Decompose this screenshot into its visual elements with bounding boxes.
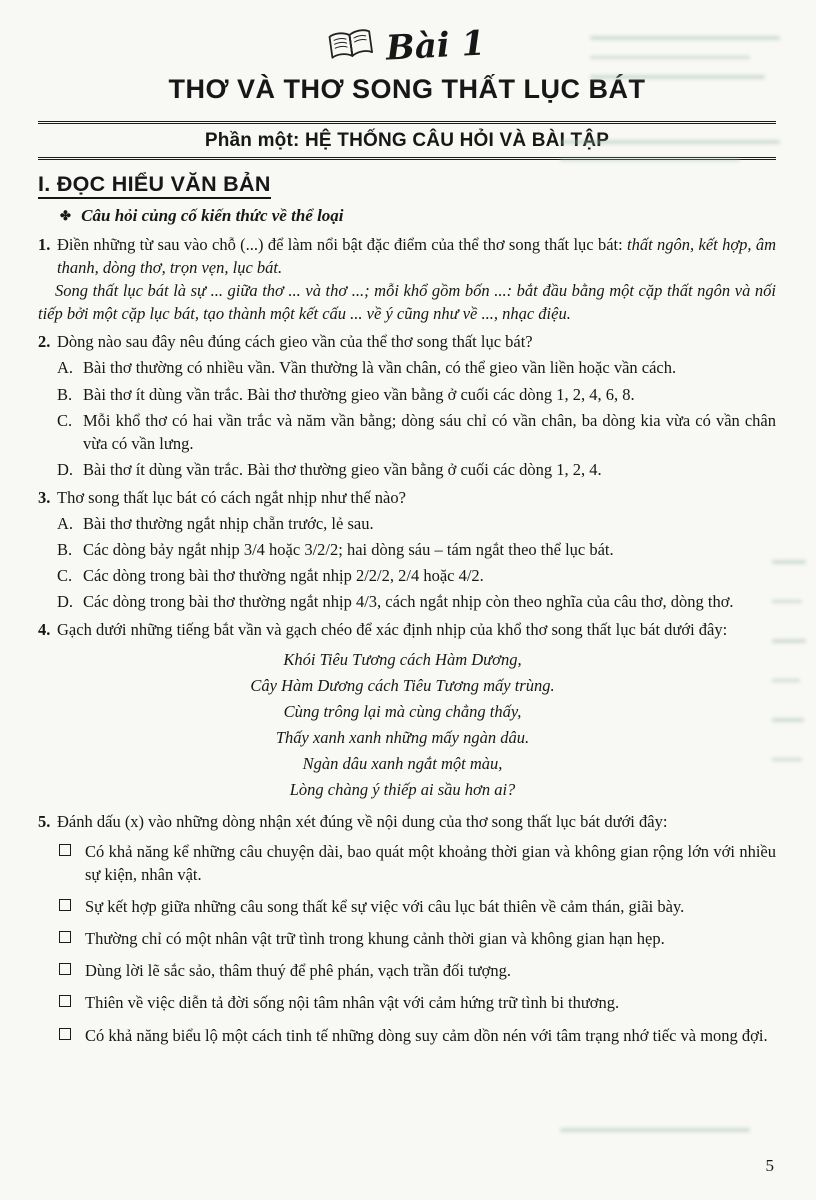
question-number: 2. — [38, 332, 51, 352]
checkbox-item — [57, 840, 776, 886]
poem-line: Cùng trông lại mà cùng chẳng thấy, — [283, 701, 522, 721]
question-1 — [38, 233, 776, 325]
checkbox-icon — [59, 931, 71, 943]
open-book-icon — [328, 29, 374, 63]
checkbox-item — [57, 959, 776, 982]
checkbox-label: Có khả năng biểu lộ một cách tinh tế những dòng suy cảm dồn nén với tâm trạng nhớ tiếc và mong đợi. — [85, 1025, 768, 1045]
option-text: Các dòng bảy ngắt nhịp 3/4 hoặc 3/2/2; hai dòng sáu – tám ngắt theo thể lục bát. — [83, 540, 614, 560]
checkbox-item — [57, 895, 776, 918]
question-stem: Thơ song thất lục bát có cách ngắt nhịp như thế nào? — [57, 487, 406, 507]
lesson-label: Bài 1 — [385, 23, 487, 69]
poem-line: Lòng chàng ý thiếp ai sầu hơn ai? — [289, 779, 516, 799]
checkbox-label: Thiên về việc diễn tả đời sống nội tâm nhân vật với cảm hứng trữ tình bi thương. — [85, 993, 620, 1013]
checkbox-item — [57, 1024, 776, 1047]
checkbox-label: Thường chỉ có một nhân vật trữ tình trong khung cảnh thời gian và không gian hạn hẹp. — [85, 929, 665, 949]
question-stem-text: Điền những từ sau vào chỗ (...) để làm nổi bật đặc điểm của thể thơ song thất lục bát: — [57, 235, 628, 254]
option-letter: A. — [57, 514, 74, 534]
question-number: 3. — [38, 487, 51, 507]
option-text: Bài thơ thường có nhiều vần. Vần thường là vần chân, có thể gieo vần liền hoặc vần cách. — [83, 358, 677, 378]
question-5 — [38, 810, 776, 1047]
checkbox-item — [57, 991, 776, 1014]
question-number: 1. — [38, 235, 51, 254]
option-a — [57, 356, 776, 379]
option-a — [57, 512, 776, 535]
answer-options — [57, 356, 776, 480]
part-header — [38, 121, 776, 160]
option-letter: B. — [57, 384, 73, 404]
question-4 — [38, 618, 776, 802]
checkbox-icon — [59, 963, 71, 975]
subsection-title — [60, 206, 776, 226]
option-d — [57, 458, 776, 481]
question-number: 5. — [38, 811, 51, 831]
answer-options — [57, 512, 776, 613]
fill-in-paragraph: Song thất lục bát là sự ... giữa thơ ... và thơ ...; mỗi khổ gồm bốn ...: bắt đầu bằng một cặp thất ngôn và nối tiếp bởi một cặp lục bát, tạo thành một kết cấu ... về ý cũng như về ..., nhạc điệu. — [38, 281, 776, 324]
page-bleed-through — [772, 560, 808, 761]
poem-line: Khói Tiêu Tương cách Hàm Dương, — [283, 649, 522, 669]
checkbox-label: Có khả năng kể những câu chuyện dài, bao quát một khoảng thời gian và không gian rộng lớn với nhiều sự kiện, nhân vật. — [85, 841, 776, 885]
section-title — [38, 172, 776, 197]
option-text: Bài thơ ít dùng vần trắc. Bài thơ thường gieo vần bằng ở cuối các dòng 1, 2, 4. — [83, 459, 602, 479]
checkbox-icon — [59, 1028, 71, 1040]
page-number: 5 — [765, 1156, 774, 1175]
option-letter: B. — [57, 540, 73, 560]
option-letter: C. — [57, 566, 73, 586]
question-stem: Dòng nào sau đây nêu đúng cách gieo vần của thể thơ song thất lục bát? — [57, 332, 533, 352]
option-d — [57, 590, 776, 613]
option-text: Các dòng trong bài thơ thường ngắt nhịp 4/3, cách ngắt nhịp còn theo nghĩa của câu thơ, dòng thơ. — [83, 592, 734, 612]
checkbox-icon — [59, 995, 71, 1007]
poem-line: Cây Hàm Dương cách Tiêu Tương mấy trùng. — [250, 675, 555, 695]
poem-block — [250, 647, 554, 803]
checkbox-label: Sự kết hợp giữa những câu song thất kể sự việc với câu lục bát thiên về cảm thán, giãi bày. — [85, 897, 685, 917]
question-stem — [57, 233, 776, 279]
question-stem: Đánh dấu (x) vào những dòng nhận xét đúng về nội dung của thơ song thất lục bát dưới đây: — [57, 811, 668, 831]
option-text: Mỗi khổ thơ có hai vần trắc và năm vần bằng; dòng sáu chỉ có vần chân, ba dòng kia vừa có vần chân vừa có vần lưng. — [83, 410, 776, 453]
poem-line: Ngàn dâu xanh ngắt một màu, — [302, 753, 503, 773]
question-number: 4. — [38, 620, 51, 640]
subsection-title-text: Câu hỏi củng cố kiến thức về thể loại — [81, 206, 344, 225]
question-stem: Gạch dưới những tiếng bắt vần và gạch chéo để xác định nhịp của khổ thơ song thất lục bát dưới đây: — [57, 620, 728, 640]
page-bleed-through — [560, 1128, 760, 1132]
page-title: THƠ VÀ THƠ SONG THẤT LỤC BÁT — [168, 74, 646, 104]
option-text: Các dòng trong bài thơ thường ngắt nhịp 2/2/2, 2/4 hoặc 4/2. — [83, 566, 484, 586]
checkbox-label: Dùng lời lẽ sắc sảo, thâm thuý để phê phán, vạch trần đối tượng. — [85, 961, 511, 981]
checkbox-item — [57, 927, 776, 950]
checkbox-icon — [59, 844, 71, 856]
checkbox-list — [57, 840, 776, 1047]
poem-line: Thấy xanh xanh những mấy ngàn dâu. — [275, 727, 530, 747]
option-letter: A. — [57, 358, 74, 378]
question-2 — [38, 330, 776, 481]
question-3 — [38, 486, 776, 613]
option-text: Bài thơ thường ngắt nhịp chẵn trước, lẻ sau. — [83, 514, 374, 534]
option-b — [57, 538, 776, 561]
option-b — [57, 383, 776, 406]
section-title-text: I. ĐỌC HIỂU VĂN BẢN — [38, 172, 271, 199]
option-c — [57, 409, 776, 455]
option-letter: D. — [57, 459, 74, 479]
word-bank-text: thất ngôn, kết hợp, âm thanh, dòng thơ, trọn vẹn, lục bát. — [57, 235, 776, 278]
option-letter: C. — [57, 410, 73, 430]
lesson-header — [38, 23, 776, 69]
part-header-text: Phần một: HỆ THỐNG CÂU HỎI VÀ BÀI TẬP — [204, 130, 610, 151]
option-text: Bài thơ ít dùng vần trắc. Bài thơ thường gieo vần bằng ở cuối các dòng 1, 2, 4, 6, 8. — [83, 384, 635, 404]
clover-marker-icon: ✤ — [60, 208, 71, 223]
option-c — [57, 564, 776, 587]
option-letter: D. — [57, 592, 74, 612]
checkbox-icon — [59, 899, 71, 911]
